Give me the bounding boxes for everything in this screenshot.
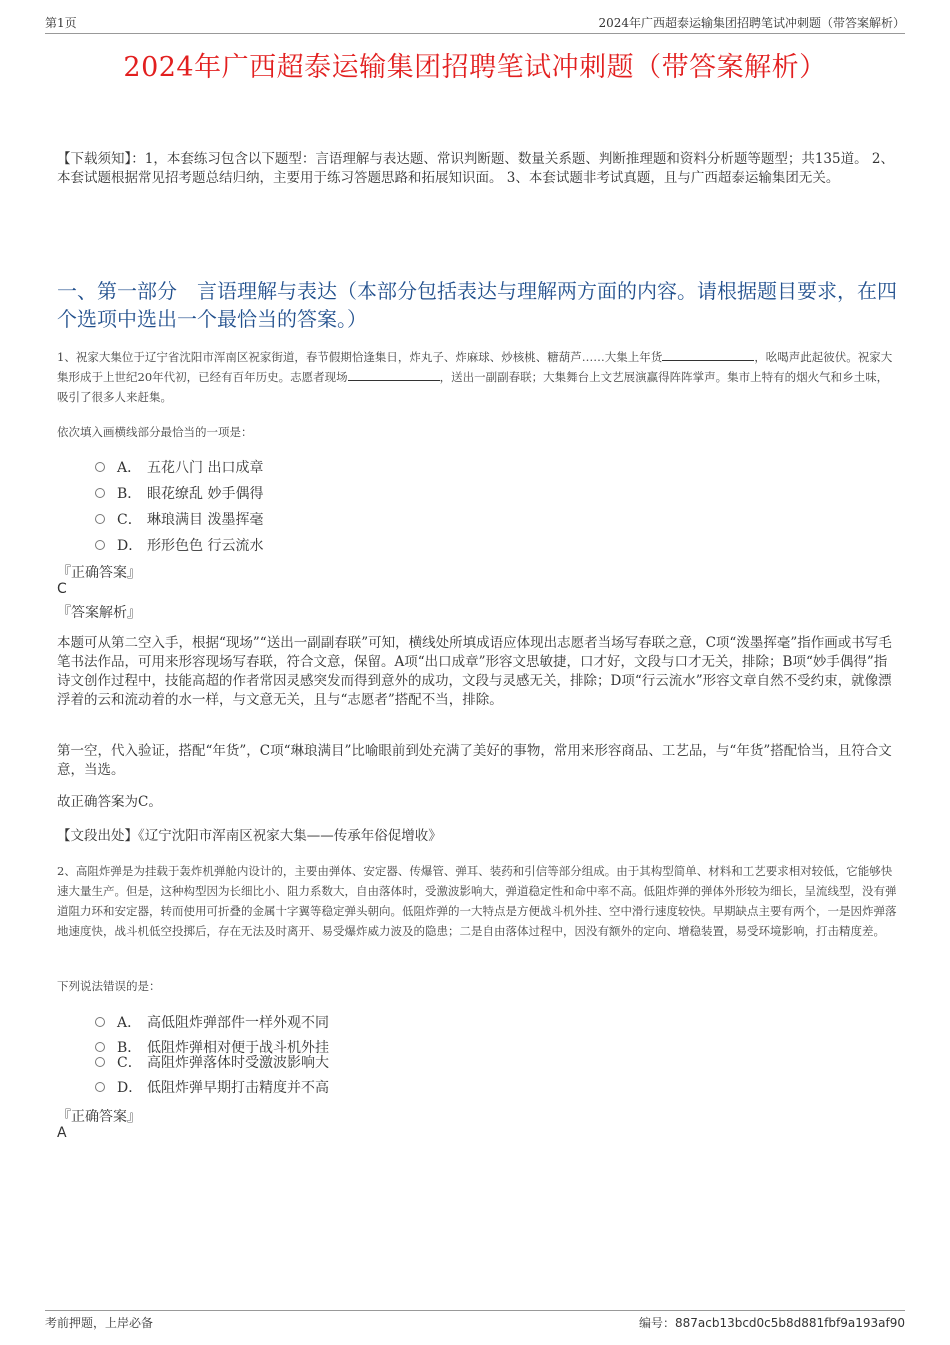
q1-analysis-paragraph-1: 本题可从第二空入手，根据“现场”“送出一副副春联”可知，横线处所填成语应体现出志愿者当场写春联之意，C项“泼墨挥毫”指作画或书写毛笔书法作品，可用来形容现场写春联，符合文意，保留。A项“出口成章”形容文思敏捷，口才好，文段与口才无关，排除；B项“妙手偶得”指诗文创作过程中，技能高超的作者常因灵感突发而得到意外的成功，文段与灵感无关，排除；D项“行云流水”形容文章自然不受约束，就像漂浮着的云和流动着的水一样，与文意无关，且与“志愿者”搭配不当，排除。 — [57, 635, 892, 708]
option-text: 五花八门 出口成章 — [147, 460, 264, 476]
question-2-prompt: 下列说法错误的是： — [57, 979, 161, 993]
q2-option-a[interactable] — [95, 1012, 329, 1032]
question-1-part-a: 1、祝家大集位于辽宁省沈阳市浑南区祝家街道，春节假期恰逢集日，炸丸子、炸麻球、炒核桃、糖葫芦……大集上年货 — [57, 350, 663, 364]
option-letter: B． — [117, 486, 142, 502]
radio-icon[interactable] — [95, 1057, 105, 1067]
option-letter: D． — [117, 1080, 143, 1096]
q2-option-c[interactable] — [95, 1052, 329, 1072]
question-1-text — [57, 347, 897, 407]
q1-answer: C — [57, 581, 67, 597]
option-text: 高低阻炸弹部件一样外观不同 — [147, 1015, 329, 1031]
fill-blank-2 — [348, 368, 440, 381]
q1-source: 【文段出处】《辽宁沈阳市浑南区祝家大集——传承年俗促增收》 — [57, 828, 442, 844]
q1-option-d[interactable] — [95, 535, 263, 555]
option-letter: C． — [117, 512, 142, 528]
option-text: 低阻炸弹相对便于战斗机外挂 — [147, 1040, 329, 1056]
footer-code — [639, 1314, 905, 1331]
option-text: 形形色色 行云流水 — [147, 538, 264, 554]
header-doc-title: 2024年广西超泰运输集团招聘笔试冲刺题（带答案解析） — [598, 16, 905, 30]
q2-answer-label: 『正确答案』 — [57, 1109, 141, 1125]
radio-icon[interactable] — [95, 540, 105, 550]
q1-answer-label: 『正确答案』 — [57, 565, 141, 581]
question-1-part-c: ，送出一副副春联；大集舞台上文艺展演赢得阵阵掌声。集市上特有的烟火气和乡土味，吸引了很多人来赶集。 — [57, 370, 889, 404]
q2-option-d[interactable] — [95, 1077, 329, 1097]
radio-icon[interactable] — [95, 462, 105, 472]
header-divider — [45, 33, 905, 34]
radio-icon[interactable] — [95, 1042, 105, 1052]
q1-analysis-paragraph-2: 第一空，代入验证，搭配“年货”，C项“琳琅满目”比喻眼前到处充满了美好的事物，常用来形容商品、工艺品，与“年货”搭配恰当，且符合文意，当选。 — [57, 743, 892, 778]
radio-icon[interactable] — [95, 514, 105, 524]
q1-option-c[interactable] — [95, 509, 263, 529]
q2-answer: A — [57, 1125, 67, 1141]
option-letter: B． — [117, 1040, 142, 1056]
page-title: 2024年广西超泰运输集团招聘笔试冲刺题（带答案解析） — [123, 52, 827, 83]
footer-code-value: 887acb13bcd0c5b8d881fbf9a193af90 — [674, 1316, 905, 1330]
page-header — [45, 14, 905, 32]
footer-code-label: 编号： — [638, 1316, 675, 1330]
footer-slogan: 考前押题，上岸必备 — [45, 1316, 154, 1330]
radio-icon[interactable] — [95, 1017, 105, 1027]
footer-divider — [45, 1310, 905, 1311]
question-1-prompt: 依次填入画横线部分最恰当的一项是： — [57, 425, 253, 439]
option-text: 琳琅满目 泼墨挥毫 — [147, 512, 264, 528]
option-text: 低阻炸弹早期打击精度并不高 — [147, 1080, 329, 1096]
download-notice: 【下载须知】：1，本套练习包含以下题型：言语理解与表达题、常识判断题、数量关系题、判断推理题和资料分析题等题型；共135道。 2、本套试题根据常见招考题总结归纳，主要用于练习答题思路和拓展知识面。 3、本套试题非考试真题，且与广西超泰运输集团无关。 — [57, 151, 894, 186]
section-heading: 一、第一部分 言语理解与表达（本部分包括表达与理解两方面的内容。请根据题目要求，在四个选项中选出一个最恰当的答案。） — [57, 279, 897, 331]
radio-icon[interactable] — [95, 488, 105, 498]
option-letter: C． — [117, 1055, 142, 1071]
option-letter: A． — [117, 460, 142, 476]
q1-analysis-label: 『答案解析』 — [57, 605, 141, 621]
radio-icon[interactable] — [95, 1082, 105, 1092]
question-2-text: 2、高阻炸弹是为挂载于轰炸机弹舱内设计的，主要由弹体、安定器、传爆管、弹耳、装药和引信等部分组成。由于其构型简单、材料和工艺要求相对较低，它能够快速大量生产。但是，这种构型因为长细比小、阻力系数大，自由落体时，受激波影响大，弹道稳定性和命中率不高。低阻炸弹的弹体外形较为细长，呈流线型，没有弹道阻力环和安定器，转而使用可折叠的金属十字翼等稳定弹头朝向。低阻炸弹的一大特点是方便战斗机外挂、空中滑行速度较快。早期缺点主要有两个，一是因炸弹落地速度快，战斗机低空投掷后，存在无法及时离开、易受爆炸威力波及的隐患；二是自由落体过程中，因没有额外的定向、增稳装置，易受环境影响，打击精度差。 — [57, 864, 897, 938]
option-text: 高阻炸弹落体时受激波影响大 — [147, 1055, 329, 1071]
question-1-part-b: ，吆喝声此起彼伏。祝家大集形成于上世纪20年代初，已经有百年历史。志愿者现场 — [57, 350, 893, 384]
option-text: 眼花缭乱 妙手偶得 — [147, 486, 264, 502]
option-letter: A． — [117, 1015, 142, 1031]
page-number: 第1页 — [45, 16, 77, 30]
fill-blank-1 — [662, 348, 754, 361]
q1-option-a[interactable] — [95, 457, 263, 477]
q1-analysis-paragraph-3: 故正确答案为C。 — [57, 794, 162, 810]
q1-option-b[interactable] — [95, 483, 263, 503]
option-letter: D． — [117, 538, 143, 554]
